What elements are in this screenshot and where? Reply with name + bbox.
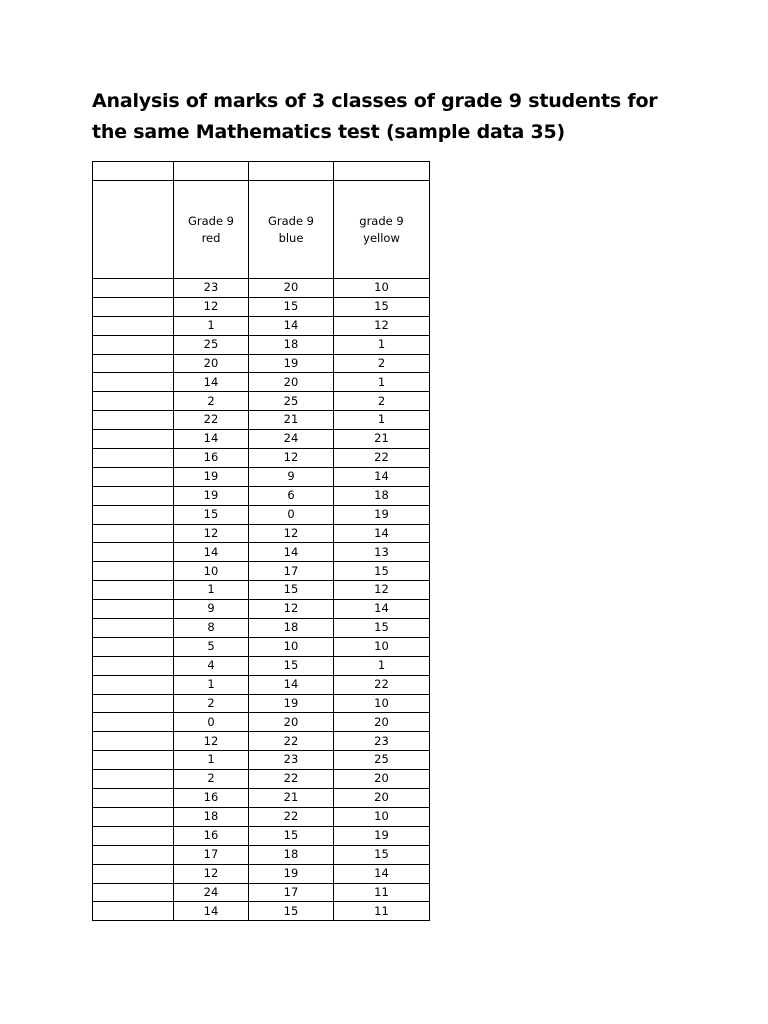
table-cell: 19: [334, 505, 430, 524]
table-cell: 22: [334, 449, 430, 468]
row-label-cell: [93, 581, 174, 600]
table-row: [93, 826, 430, 845]
table-cell: 2: [174, 770, 249, 789]
row-label-cell: [93, 297, 174, 316]
empty-cell: [93, 162, 174, 181]
table-row: [93, 770, 430, 789]
row-label-cell: [93, 656, 174, 675]
table-cell: 17: [174, 845, 249, 864]
table-cell: 6: [249, 486, 334, 505]
table-cell: 14: [334, 600, 430, 619]
table-cell: 10: [249, 637, 334, 656]
table-row: [93, 449, 430, 468]
table-cell: 21: [249, 411, 334, 430]
table-cell: 20: [334, 770, 430, 789]
table-cell: 12: [174, 864, 249, 883]
row-label-cell: [93, 524, 174, 543]
table-cell: 22: [249, 807, 334, 826]
table-cell: 20: [334, 713, 430, 732]
table-cell: 14: [334, 467, 430, 486]
row-label-cell: [93, 543, 174, 562]
table-cell: 10: [334, 637, 430, 656]
table-row: [93, 524, 430, 543]
table-row: [93, 581, 430, 600]
table-row: [93, 297, 430, 316]
table-cell: 9: [174, 600, 249, 619]
table-cell: 15: [249, 581, 334, 600]
table-row: [93, 694, 430, 713]
table-cell: 15: [249, 902, 334, 921]
table-cell: 2: [334, 392, 430, 411]
row-label-cell: [93, 449, 174, 468]
table-cell: 14: [334, 524, 430, 543]
table-cell: 20: [249, 279, 334, 298]
table-row: [93, 373, 430, 392]
table-row: [93, 789, 430, 808]
row-label-cell: [93, 732, 174, 751]
row-label-cell: [93, 619, 174, 638]
row-label-cell: [93, 675, 174, 694]
row-label-cell: [93, 845, 174, 864]
table-row: [93, 354, 430, 373]
table-cell: 10: [334, 694, 430, 713]
table-cell: 12: [174, 732, 249, 751]
table-cell: 17: [249, 883, 334, 902]
table-cell: 18: [249, 845, 334, 864]
row-label-cell: [93, 354, 174, 373]
table-cell: 20: [174, 354, 249, 373]
table-cell: 15: [249, 826, 334, 845]
table-cell: 1: [334, 656, 430, 675]
row-label-header: [93, 181, 174, 279]
table-cell: 25: [174, 335, 249, 354]
table-row: [93, 430, 430, 449]
table-row: [93, 486, 430, 505]
table-row: [93, 864, 430, 883]
marks-table: [92, 161, 430, 921]
column-header-yellow: [334, 181, 430, 279]
table-row: [93, 392, 430, 411]
table-cell: 16: [174, 789, 249, 808]
row-label-cell: [93, 751, 174, 770]
table-cell: 22: [249, 770, 334, 789]
table-cell: 14: [174, 902, 249, 921]
table-cell: 12: [334, 316, 430, 335]
table-cell: 2: [174, 694, 249, 713]
table-cell: 2: [174, 392, 249, 411]
row-label-cell: [93, 637, 174, 656]
row-label-cell: [93, 826, 174, 845]
table-row: [93, 619, 430, 638]
table-cell: 12: [249, 449, 334, 468]
table-cell: 23: [249, 751, 334, 770]
table-cell: 15: [249, 656, 334, 675]
table-cell: 0: [174, 713, 249, 732]
table-cell: 15: [174, 505, 249, 524]
table-cell: 11: [334, 883, 430, 902]
page-title: Analysis of marks of 3 classes of grade 9 students for the same Mathematics test (sample data 35): [92, 90, 658, 143]
table-cell: 1: [334, 373, 430, 392]
table-cell: 14: [334, 864, 430, 883]
table-cell: 18: [249, 335, 334, 354]
table-row: [93, 845, 430, 864]
table-cell: 10: [334, 807, 430, 826]
table-cell: 5: [174, 637, 249, 656]
table-cell: 12: [249, 600, 334, 619]
table-cell: 24: [249, 430, 334, 449]
table-row: [93, 637, 430, 656]
row-label-cell: [93, 600, 174, 619]
table-cell: 24: [174, 883, 249, 902]
table-row: [93, 600, 430, 619]
table-cell: 23: [174, 279, 249, 298]
table-cell: 1: [174, 316, 249, 335]
table-cell: 17: [249, 562, 334, 581]
empty-cell: [334, 162, 430, 181]
table-cell: 15: [334, 845, 430, 864]
table-cell: 19: [174, 486, 249, 505]
table-cell: 1: [174, 675, 249, 694]
table-row: [93, 562, 430, 581]
table-cell: 14: [174, 373, 249, 392]
row-label-cell: [93, 902, 174, 921]
table-cell: 9: [249, 467, 334, 486]
table-row: [93, 316, 430, 335]
empty-cell: [249, 162, 334, 181]
table-cell: 15: [334, 562, 430, 581]
table-row: [93, 732, 430, 751]
table-cell: 22: [334, 675, 430, 694]
table-cell: 12: [174, 524, 249, 543]
table-cell: 1: [334, 411, 430, 430]
table-row: [93, 807, 430, 826]
table-top-row: [93, 162, 430, 181]
table-cell: 10: [334, 279, 430, 298]
table-cell: 19: [249, 864, 334, 883]
row-label-cell: [93, 392, 174, 411]
table-row: [93, 467, 430, 486]
table-cell: 25: [249, 392, 334, 411]
table-cell: 16: [174, 449, 249, 468]
table-cell: 21: [249, 789, 334, 808]
row-label-cell: [93, 411, 174, 430]
table-cell: 14: [249, 543, 334, 562]
column-header-red: [174, 181, 249, 279]
row-label-cell: [93, 505, 174, 524]
table-cell: 15: [334, 297, 430, 316]
table-cell: 20: [334, 789, 430, 808]
table-cell: 14: [249, 316, 334, 335]
table-cell: 16: [174, 826, 249, 845]
table-row: [93, 411, 430, 430]
table-cell: 1: [174, 751, 249, 770]
table-row: [93, 675, 430, 694]
table-cell: 20: [249, 373, 334, 392]
row-label-cell: [93, 713, 174, 732]
table-cell: 18: [249, 619, 334, 638]
row-label-cell: [93, 279, 174, 298]
table-cell: 18: [334, 486, 430, 505]
table-cell: 10: [174, 562, 249, 581]
table-cell: 19: [249, 694, 334, 713]
table-cell: 21: [334, 430, 430, 449]
table-cell: 13: [334, 543, 430, 562]
table-row: [93, 505, 430, 524]
table-cell: 23: [334, 732, 430, 751]
column-header-blue: [249, 181, 334, 279]
table-cell: 1: [174, 581, 249, 600]
table-row: [93, 751, 430, 770]
table-row: [93, 335, 430, 354]
table-cell: 19: [174, 467, 249, 486]
row-label-cell: [93, 807, 174, 826]
row-label-cell: [93, 562, 174, 581]
table-cell: 15: [249, 297, 334, 316]
table-cell: 1: [334, 335, 430, 354]
table-cell: 22: [174, 411, 249, 430]
table-cell: 15: [334, 619, 430, 638]
column-header-label: Grade 9 red: [187, 213, 235, 245]
table-body: [93, 279, 430, 921]
row-label-cell: [93, 467, 174, 486]
column-header-label: grade 9 yellow: [359, 213, 404, 245]
row-label-cell: [93, 789, 174, 808]
table-cell: 0: [249, 505, 334, 524]
table-cell: 11: [334, 902, 430, 921]
table-cell: 18: [174, 807, 249, 826]
row-label-cell: [93, 335, 174, 354]
table-cell: 12: [174, 297, 249, 316]
table-row: [93, 656, 430, 675]
row-label-cell: [93, 486, 174, 505]
table-cell: 8: [174, 619, 249, 638]
row-label-cell: [93, 430, 174, 449]
table-row: [93, 279, 430, 298]
table-row: [93, 543, 430, 562]
table-header-row: [93, 181, 430, 279]
table-cell: 4: [174, 656, 249, 675]
row-label-cell: [93, 883, 174, 902]
table-cell: 20: [249, 713, 334, 732]
table-row: [93, 883, 430, 902]
table-row: [93, 713, 430, 732]
table-cell: 25: [334, 751, 430, 770]
row-label-cell: [93, 373, 174, 392]
row-label-cell: [93, 694, 174, 713]
column-header-label: Grade 9 blue: [267, 213, 315, 245]
row-label-cell: [93, 864, 174, 883]
empty-cell: [174, 162, 249, 181]
table-cell: 12: [249, 524, 334, 543]
table-cell: 14: [174, 543, 249, 562]
table-cell: 22: [249, 732, 334, 751]
row-label-cell: [93, 316, 174, 335]
table-cell: 12: [334, 581, 430, 600]
table-cell: 19: [249, 354, 334, 373]
table-cell: 2: [334, 354, 430, 373]
table-row: [93, 902, 430, 921]
table-cell: 14: [174, 430, 249, 449]
table-cell: 14: [249, 675, 334, 694]
table-cell: 19: [334, 826, 430, 845]
row-label-cell: [93, 770, 174, 789]
